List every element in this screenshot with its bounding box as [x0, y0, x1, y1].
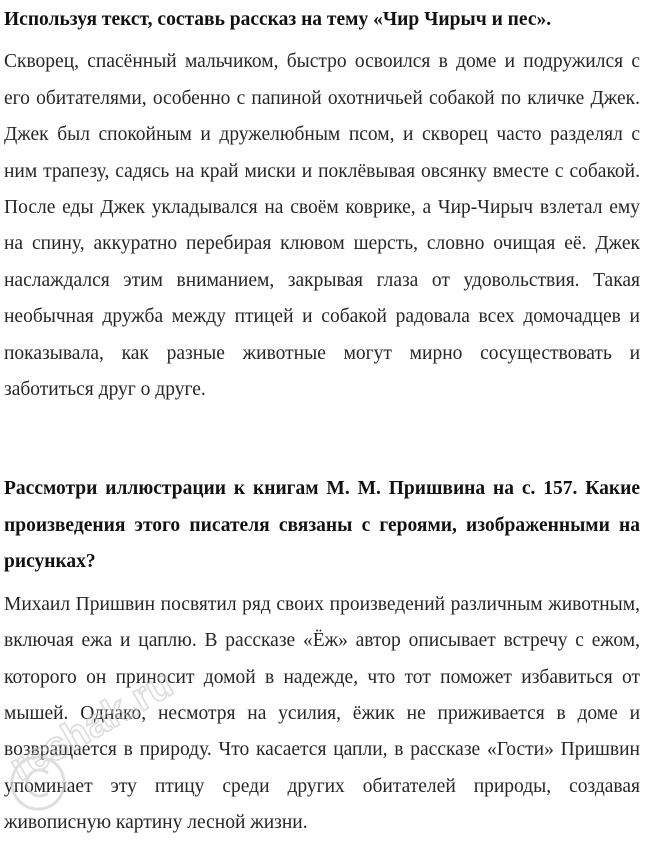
task-heading-chir-chirych: Используя текст, составь рассказ на тему «Чир Чирыч и пес». — [4, 9, 552, 30]
answer-paragraph-chir-chirych: Скворец, спасённый мальчиком, быстро освоился в доме и подружился с его обитателями, особенно с папиной охотничьей собакой по кличке Джек. Джек был спокойным и дружелюбным псом, и скворец часто разделял с ним трапезу, садясь на край миски и поклёвывая овсянку вместе с собакой. После еды Джек укладывался на своём коврике, а Чир-Чирыч взлетал ему на спину, аккуратно перебирая клювом шерсть, словно очищая её. Джек наслаждался этим вниманием, закрывая глаза от удовольствия. Такая необычная дружба между птицей и собакой радовала всех домочадцев и показывала, как разные животные могут мирно сосуществовать и заботиться друг о друге. — [4, 51, 640, 401]
document-page — [4, 0, 640, 842]
task-heading-prishvin: Рассмотри иллюстрации к книгам М. М. Пришвина на с. 157. Какие произведения этого писателя связаны с героями, изображенными на рисунках? — [4, 478, 640, 573]
watermark-text: reshak.ru — [2, 661, 181, 790]
answer-paragraph-prishvin: Михаил Пришвин посвятил ряд своих произведений различным животным, включая ежа и цаплю. В рассказе «Ёж» автор описывает встречу с ежом, которого он приносит домой в надежде, что тот поможет избавиться от мышей. Однако, несмотря на усилия, ёжик не приживается в доме и возвращается в природу. Что касается цапли, в рассказе «Гости» Пришвин упоминает эту птицу среди других обитателей природы, создавая живописную картину лесной жизни. — [4, 593, 640, 834]
